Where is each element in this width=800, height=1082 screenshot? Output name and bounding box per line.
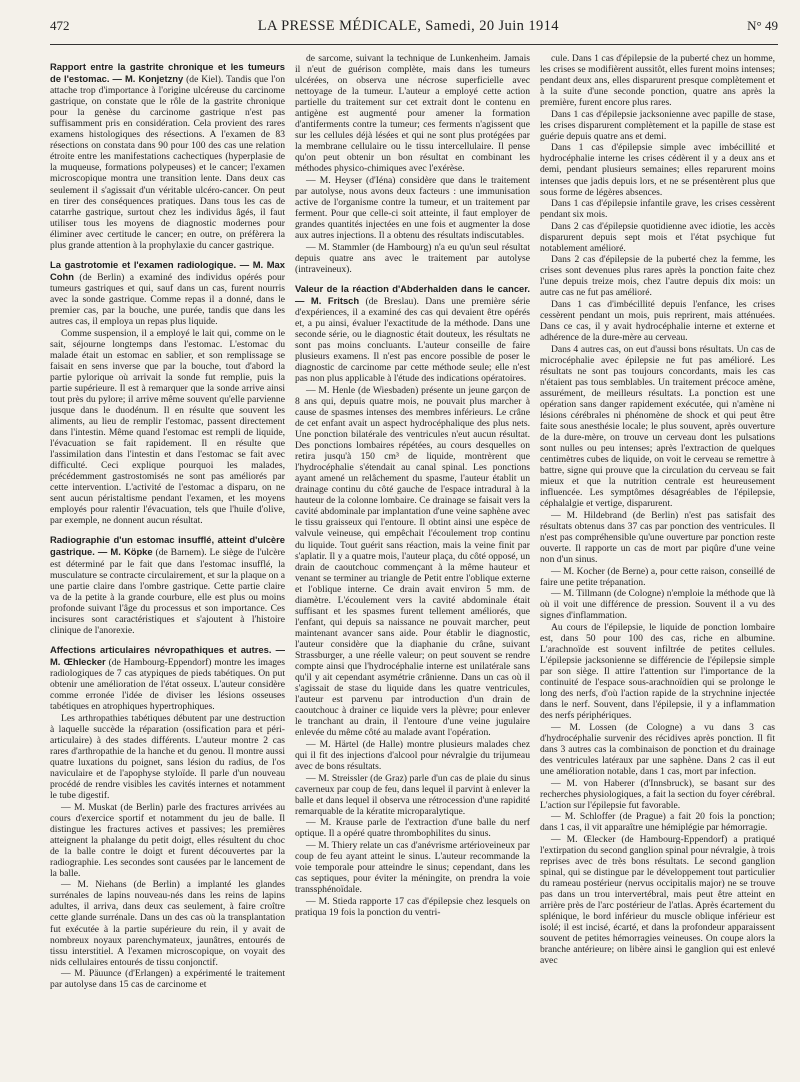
paragraph-text: Dans 1 cas d'épilepsie infantile grave, les crises cessèrent pendant six mois.: [540, 198, 775, 221]
paragraph-text: Comme suspension, il a employé le lait qui, comme on le sait, séjourne longtemps dans l'estomac. L'estomac du malade était un estomac en sablier, et son remplissage se faisait en sens inverse que par la bouche, tout d'abord la partie pylorique où arrivait la sonde fut remplie, puis la partie supérieure. Il est à remarquer que la sonde arrive ainsi tout près du pylore; il arrive même souvent qu'elle parvienne jusque dans le duodénum. Il en résulte que souvent les aliments, au lieu de remplir l'estomac, passent directement dans l'intestin. Même quand l'estomac est rempli de liquide, l'évacuation se fait rapidement. Il en résulte que l'assimilation dans l'intestin et dans l'estomac se fait avec difficulté. Ceci explique pourquoi les malades, précédemment gastrostomisés ne sont pas améliorés par cette intervention. L'activité de l'estomac a disparu, on ne sent aucun péristaltisme pendant l'examen, et les moyens employés pour ralentir l'évacuation, tels que l'huile d'olive, par exemple, ne donnent aucun résultat.: [50, 327, 285, 527]
paragraph-text: cule. Dans 1 cas d'épilepsie de la puberté chez un homme, les crises se modifièrent aussitôt, elles furent moins intenses; pendant deux ans, elles disparurent presque complètement et à la suite d'une seconde ponction, quatre ans après la première, furent encore plus rares.: [540, 53, 775, 109]
paragraph-text: — M. Lossen (de Cologne) a vu dans 3 cas d'hydrocéphalie survenir des récidives après ponction. Il fit dans 3 autres cas la combinaison de ponction et du drainage des ventricules latéraux par une saphène. Dans 2 cas il eut une amélioration notable, dans 1 cas, mort par infection.: [540, 721, 775, 777]
paragraph: [295, 175, 530, 241]
paragraph-text: Dans 1 cas d'imbécillité depuis l'enfance, les crises cessèrent pendant un mois, puis reprirent, mais atténuées. Dans ce cas, il y avait hydrocéphalie interne et externe et adhérence de la dure-mère au cerveau.: [540, 299, 775, 344]
paragraph-text: — M. Niehans (de Berlin) a implanté les glandes surrénales de lapins nouveau-nés dans les reins de lapins adultes, il arriva, dans deux cas seulement, à faire croître cette glande surrénale. Dans un des cas où la transplantation fut exécutée à la partie supérieure du rein, il y avait de nombreux noyaux parenchymateux, jaunâtres, entourés de tissu interstitiel. A l'examen microscopique, on voyait des nids cellulaires entourés de tissu conjonctif.: [50, 879, 285, 968]
section-heading: Rapport entre la gastrite chronique et les tumeurs de l'estomac. — M. Konjetzny: [50, 61, 285, 85]
paragraph: [540, 834, 775, 967]
paragraph-text: Au cours de l'épilepsie, le liquide de ponction lombaire est, dans 50 pour 100 des cas, riche en albumine. L'arachnoïde est souvent infiltrée de petites cellules. L'épilepsie jacksonienne se différencie de l'épilepsie simple par son siège. Il attire l'attention sur l'importance de la continuité de l'espace sous-arachnoïdien qui se prolonge le long des nerfs, d'où l'action rapide de la strychnine injectée dans le nerf. Souvent, dans l'épilepsie, il y a inflammation des nerfs périphériques.: [540, 621, 775, 722]
issue-number: N° 49: [747, 18, 778, 33]
paragraph-text: — M. Stammler (de Hambourg) n'a eu qu'un seul résultat depuis quatre ans avec le traitement par autolyse (intraveineux).: [295, 241, 530, 275]
paragraph: [540, 198, 775, 220]
paragraph: [50, 802, 285, 879]
paragraph: [295, 739, 530, 772]
paragraph: [295, 817, 530, 839]
text-columns: [50, 53, 778, 1082]
paragraph-text: — M. Streissler (de Graz) parle d'un cas de plaie du sinus caverneux par coup de feu, dans lequel il parvint à enlever la balle et dans lequel il observa une rétrocession d'une rapidité remarquable de la kératite microparalytique.: [295, 772, 530, 817]
paragraph: [540, 778, 775, 811]
paragraph-text: — M. Krause parle de l'extraction d'une balle du nerf optique. Il a opéré quatre thrombophilites du sinus.: [295, 817, 530, 840]
section-paragraph: [295, 283, 530, 384]
paragraph: [295, 53, 530, 175]
column-2: [295, 53, 530, 1082]
paragraph: [295, 896, 530, 918]
paragraph-text: (de Berlin) a examiné des individus opérés pour tumeurs gastriques et qui, sauf dans un cas, furent nourris avec la sonde gastrique. Comme repas il a donné, dans le premier cas, par la bouche, une purée, tandis que dans les autres cas, il employa un repas plus liquide.: [50, 271, 285, 328]
paragraph-text: (de Kiel). Tandis que l'on attache trop d'importance à l'origine ulcéreuse du carcinome gastrique, on constate que le rôle de la gastrite chronique pour la genèse du carcinome gastrique n'est pas suffisamment pris en considération. Cela provient des rares examens histologiques des résections. A l'examen de 83 résections on constata dans 90 pour 100 des cas une relation étroite entre les manifestations cachectiques (hyperplasie de la muqueuse, formations polypeuses) et le cancer; l'examen microscopique montra une transition lente. Dans deux cas seulement il s'agissait d'un véritable ulcéro-cancer. On peut en tirer des conséquences pratiques. Dans tous les cas de catarrhe gastrique, surtout chez les individus âgés, il faut utiliser tous les moyens de diagnostic modernes pour éliminer avec certitude le cancer; en outre, on préfèrera la plus grande attention à la prophylaxie du cancer gastrique.: [50, 74, 285, 251]
paragraph-text: de sarcome, suivant la technique de Lunkenheim. Jamais il n'eut de guérison complète, mais dans les tumeurs ulcérées, on observa une nécrose superficielle avec nettoyage de la tumeur. L'auteur a employé cette action partielle du traitement sur cet extrait dont le contenu en antigène est augmenté pour amener la formation d'antiferments contre la tumeur; ces ferments n'agissent que sur les cellules déjà lésées et qui ne sont plus protégées par la membrane cellulaire ou le tissu intercellulaire. Il pense qu'on peut obtenir un bon résultat en combinant les méthodes physico-chimiques avec l'exérèse.: [295, 53, 530, 175]
paragraph-text: — M. Thiery relate un cas d'anévrisme artérioveineux par coup de feu ayant atteint le sinus. L'auteur recommande la voie temporale pour atteindre le sinus; cependant, dans les cas septiques, pour éviter la méningite, on prendra la voie transsphénoïdale.: [295, 839, 530, 895]
paragraph: [540, 299, 775, 343]
paragraph-text: — M. Päuunce (d'Erlangen) a expérimenté le traitement par autolyse dans 15 cas de carcinome et: [50, 968, 285, 991]
paragraph: [540, 254, 775, 298]
paragraph-text: — M. Henle (de Wiesbaden) présente un jeune garçon de 8 ans qui, depuis quatre mois, ne pouvait plus marcher à cause de spasmes intenses des membres inférieurs. Le crâne de cet enfant avait un aspect hydrocéphalique des plus nets. Une ponction bilatérale des ventricules n'eut aucun résultat. Des ponctions lombaires répétées, au cours desquelles on retira jusqu'à 150 cm³ de liquide, montrèrent que l'hydrocéphalie s'étendait au canal spinal. Les ponctions ayant amené un relâchement du spasme, l'auteur établit un drainage continu du côté gauche de l'espace intradural à la hauteur de la colonne lombaire. Ce drainage se faisait vers la cavité abdominale par implantation d'une veine saphène avec le tissu graisseux qui l'entoure. Il obtint ainsi une espèce de valvule veineuse, qui empêchait l'écoulement trop continu du liquide. Tout guérit sans réaction, mais la veine finit par s'aplatir. Il y a quatre mois, l'auteur plaça, du côté opposé, un drain de caoutchouc commençant à la même hauteur et venant se terminer au triangle de Petit entre l'oblique externe et l'oblique interne. Ce drain avait environ 5 mm. de diamètre. L'écoulement vers la cavité abdominale était suffisant et les spasmes furent tellement améliorés, que l'enfant, qui depuis sa naissance ne pouvait marcher, peut maintenant avancer sans aide. Pour établir le diagnostic, l'auteur considère que la diaphanie du crâne, suivant Strassburger, a une réelle valeur; on peut souvent se rendre compte ainsi que l'hydrocéphalie interne est unilatérale sans qu'il y ait cependant asymétrie crânienne. Dans un cas où il s'agissait de stase du liquide dans les quatre ventricules, l'auteur est parvenu par introduction d'un drain de caoutchouc à drainer ce liquide vers la plèvre; pour enlever le tranchant au drain, il l'entoure d'une veine jugulaire enlevée du même côté au malade avant l'opération.: [295, 384, 530, 739]
page-header: [50, 18, 778, 45]
paragraph-text: (de Hambourg-Eppendorf) montre les images radiologiques de 7 cas atypiques de pieds tabétiques. On put obtenir une amélioration de l'état osseux. L'auteur considère comme erronée l'idée de diviser les lésions osseuses tabétiques en atrophiques hypertrophiques.: [50, 656, 285, 713]
paragraph: [540, 622, 775, 721]
paragraph: [295, 773, 530, 817]
paragraph: [295, 385, 530, 739]
section-heading: Valeur de la réaction d'Abderhalden dans le cancer. — M. Fritsch: [295, 282, 530, 306]
paragraph-text: — M. Heyser (d'Iéna) considère que dans le traitement par autolyse, nous avons deux facteurs : une immunisation active de l'organisme contre la tumeur, et un traitement par ferment. Pour que celle-ci soit atteinte, il faut employer de grandes quantités injectées en une fois et augmenter la dose aux autres injections. Il a obtenu des résultats indiscutables.: [295, 175, 530, 242]
section-paragraph: [50, 644, 285, 712]
paragraph-text: — M. Œlecker (de Hambourg-Eppendorf) a pratiqué l'extirpation du second ganglion spinal pour névralgie, à trois reprises avec de très bons résultats. Le second ganglion spinal, qui se distingue par le développement tout particulier du rameau postérieur (nervus occipitalis major) ne se trouve pas dans un trou intervertébral, mais peut être atteint en arrière près de l'arc postérieur de l'atlas. Après écartement du splénique, le bord inférieur du muscle oblique inférieur est isolé; il est incisé, écarté, et dans la profondeur apparaissent souvent de petites hémorragies veineuses. On coupe alors la branche antérieure; on libère ainsi le ganglion qui est enlevé avec: [540, 833, 775, 967]
journal-title: LA PRESSE MÉDICALE, Samedi, 20 Juin 1914: [257, 18, 559, 34]
paragraph-text: Les arthropathies tabétiques débutent par une destruction à laquelle succède la réparation (ossification para et péri-articulaire) à des stades différents. L'auteur montre 2 cas rares d'arthropathie de la hanche et du genou. Il montre aussi quatre luxations du poignet, sans lésion du radius, de l'os naviculaire et de l'apophyse styloïde. Il parle d'un nouveau procédé de rendre visibles les cavités internes et notamment le tube digestif.: [50, 712, 285, 801]
paragraph-text: Dans 1 cas d'épilepsie jacksonienne avec papille de stase, les crises disparurent complètement et la papille de stase est guérie depuis quatre ans et demi.: [540, 108, 775, 142]
paragraph: [540, 109, 775, 142]
paragraph: [50, 968, 285, 990]
paragraph: [50, 328, 285, 527]
paragraph-text: Dans 1 cas d'épilepsie simple avec imbécillité et hydrocéphalie interne les crises cédèrent il y a deux ans et demi, pendant plusieurs semaines; elles reparurent moins intenses que jadis depuis lors, et ne se présentèrent plus que sous forme de légères absences.: [540, 142, 775, 198]
paragraph: [540, 588, 775, 621]
paragraph: [540, 221, 775, 254]
column-1: [50, 53, 285, 1082]
column-3: [540, 53, 775, 1082]
paragraph-text: (de Barnem). Le siège de l'ulcère est déterminé par le fait que dans l'estomac insufflé, la musculature se contracte circulairement, et sur la plaque on a une partie claire dans l'ombre gastrique. Cette partie claire va de la petite à la grande courbure, elle est plus ou moins profonde suivant l'âge du processus et son importance. Ces incisures sont caractéristiques et s'ajoutent à l'histoire clinique de l'anorexie.: [50, 547, 285, 636]
section-heading: Affections articulaires névropathiques et autres. — M. Œhlecker: [50, 643, 285, 667]
paragraph: [540, 811, 775, 833]
paragraph-text: — M. Tillmann (de Cologne) n'emploie la méthode que là où il voit une différence de pression. Souvent il a vu des signes d'inflammation.: [540, 588, 775, 622]
paragraph: [540, 722, 775, 777]
paragraph-text: — M. Schloffer (de Prague) a fait 20 fois la ponction; dans 1 cas, il vit apparaître une hémiplégie par hémorragie.: [540, 811, 775, 834]
paragraph: [540, 344, 775, 510]
paragraph: [540, 53, 775, 108]
paragraph: [540, 142, 775, 197]
section-heading: La gastrotomie et l'examen radiologique. — M. Max Cohn: [50, 258, 285, 282]
page-number: 472: [50, 18, 70, 33]
paragraph-text: (de Breslau). Dans une première série d'expériences, il a examiné des cas qui devaient être opérés et, a pu ainsi, évaluer l'exactitude de la méthode. Dans une seconde série, ou le diagnostic était douteux, les résultats ne sont pas moins concluants. L'auteur conseille de faire plusieurs examens. Il n'est pas encore possible de poser le diagnostic de carcinome par cette méthode seule; elle n'est pas non plus applicable à l'étude des indications opératoires.: [295, 295, 530, 385]
paragraph-text: — M. Kocher (de Berne) a, pour cette raison, conseillé de faire une petite trépanation.: [540, 565, 775, 588]
paragraph-text: — M. von Haberer (d'Innsbruck), se basant sur des recherches physiologiques, a fait la section du foyer cérébral. L'action sur l'épilepsie fut favorable.: [540, 777, 775, 811]
paragraph-text: — M. Hildebrand (de Berlin) n'est pas satisfait des résultats obtenus dans 37 cas par ponction des ventricules. Il n'est pas compréhensible qu'une ouverture par ponction reste ouverte. Il rapporte un cas de mort par piqûre d'une veine non d'un sinus.: [540, 509, 775, 566]
paragraph: [540, 510, 775, 565]
section-paragraph: [50, 534, 285, 635]
paragraph-text: — M. Härtel (de Halle) montre plusieurs malades chez qui il fit des injections d'alcool pour névralgie du trijumeau avec de bons résultats.: [295, 738, 530, 772]
section-heading: Radiographie d'un estomac insufflé, atteint d'ulcère gastrique. — M. Köpke: [50, 534, 285, 558]
paragraph-text: Dans 2 cas d'épilepsie quotidienne avec idiotie, les accès disparurent depuis sept mois et l'état psychique fut notablement amélioré.: [540, 220, 775, 254]
paragraph-text: — M. Muskat (de Berlin) parle des fractures arrivées au cours d'exercice sportif et notamment du jeu de balle. Il distingue les fractures actives et passives; les premières atteignent la phalange du petit doigt, elles résultent du choc de la balle contre le doigt et furent découvertes par la radiographie. Les secondes sont causées par le lancement de la balle.: [50, 801, 285, 879]
paragraph-text: — M. Stieda rapporte 17 cas d'épilepsie chez lesquels on pratiqua 19 fois la ponction du ventri-: [295, 895, 530, 918]
section-paragraph: [50, 259, 285, 327]
paragraph: [50, 879, 285, 967]
section-paragraph: [50, 61, 285, 251]
paragraph: [295, 840, 530, 895]
paragraph: [50, 713, 285, 801]
paragraph-text: Dans 2 cas d'épilepsie de la puberté chez la femme, les crises sont devenues plus rares après la ponction faite chez l'une depuis treize mois, chez l'autre depuis dix mois: un autre cas ne fut pas amélioré.: [540, 254, 775, 299]
paragraph-text: Dans 4 autres cas, on eut d'aussi bons résultats. Un cas de microcéphalie avec épilepsie ne fut pas amélioré. Les résultats ne sont pas toujours concordants, mais les cas n'étaient pas tous semblables. Un traitement précoce amène, assurément, de meilleurs résultats. La ponction est une opération sans danger rapidement exécutée, qui n'amène ni lésions cérébrales ni phénomène de shock et qui peut être faite sous anesthésie locale; le plus souvent, après ouverture de la dure-mère, on trouve un cerveau dont les pulsations sont nulles ou peu intenses; après l'extraction de quelques centimètres cubes de liquide, on voit le cerveau se remettre à battre, signe qui prouve que la circulation du cerveau se fait mieux et que la nutrition centrale est heureusement influencée. Les symptômes désagréables de l'épilepsie, céphalalgie et vertige, disparurent.: [540, 343, 775, 510]
paragraph: [295, 242, 530, 275]
paragraph: [540, 566, 775, 588]
